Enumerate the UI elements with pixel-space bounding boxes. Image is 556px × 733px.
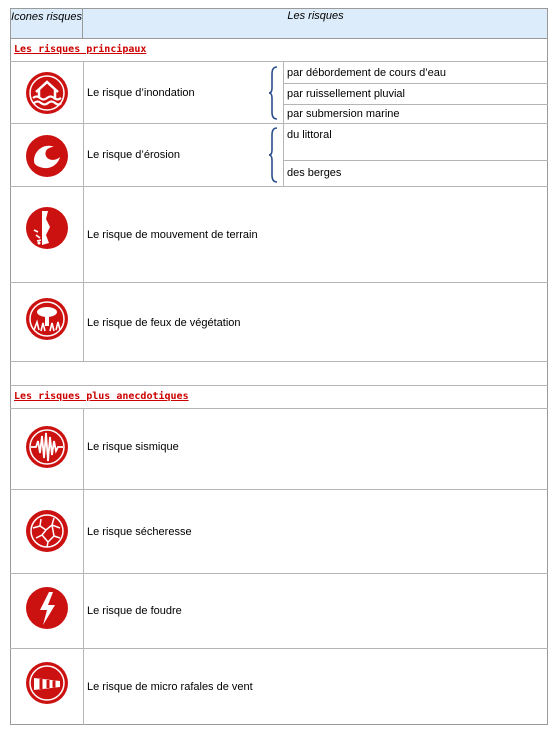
header-icons-column: Icones risques <box>11 9 83 38</box>
erosion-wave-icon <box>24 133 70 179</box>
divider <box>283 104 548 105</box>
divider <box>10 186 548 187</box>
risk-label-inondation: Le risque d’inondation <box>87 87 195 99</box>
brace-icon <box>268 127 278 183</box>
column-divider <box>283 61 284 123</box>
lightning-icon <box>24 585 70 631</box>
brace-icon <box>268 66 278 120</box>
column-divider <box>83 408 84 725</box>
divider <box>10 489 548 490</box>
divider <box>10 61 548 62</box>
sub-risk-submersion: par submersion marine <box>287 108 400 120</box>
header-risks-column: Les risques <box>287 10 344 22</box>
risk-label-micro-rafales: Le risque de micro rafales de vent <box>87 681 253 693</box>
forest-fire-icon <box>24 296 70 342</box>
column-divider <box>83 61 84 361</box>
divider <box>10 282 548 283</box>
risk-label-feux: Le risque de feux de végétation <box>87 317 241 329</box>
sub-risk-ruissellement: par ruissellement pluvial <box>287 88 405 100</box>
sub-risk-berges: des berges <box>287 167 342 179</box>
section-title-minor: Les risques plus anecdotiques <box>14 391 189 402</box>
column-divider <box>283 123 284 186</box>
divider <box>10 361 548 362</box>
divider <box>10 123 548 124</box>
risk-label-erosion: Le risque d’érosion <box>87 149 180 161</box>
sub-risk-littoral: du littoral <box>287 129 332 141</box>
divider <box>10 408 548 409</box>
risk-label-secheresse: Le risque sécheresse <box>87 526 192 538</box>
divider <box>283 83 548 84</box>
flood-icon <box>24 70 70 116</box>
risk-label-foudre: Le risque de foudre <box>87 605 182 617</box>
divider <box>10 573 548 574</box>
seismic-icon <box>24 424 70 470</box>
divider <box>10 385 548 386</box>
section-title-main: Les risques principaux <box>14 44 147 55</box>
divider <box>10 648 548 649</box>
drought-icon <box>24 508 70 554</box>
risk-label-sismique: Le risque sismique <box>87 441 179 453</box>
sub-risk-debordement: par débordement de cours d’eau <box>287 67 446 79</box>
divider <box>283 160 548 161</box>
windsock-icon <box>24 660 70 706</box>
landslide-icon <box>24 205 70 251</box>
table-header <box>10 8 548 39</box>
risk-table <box>10 8 548 725</box>
risk-label-mouvement-terrain: Le risque de mouvement de terrain <box>87 229 258 241</box>
